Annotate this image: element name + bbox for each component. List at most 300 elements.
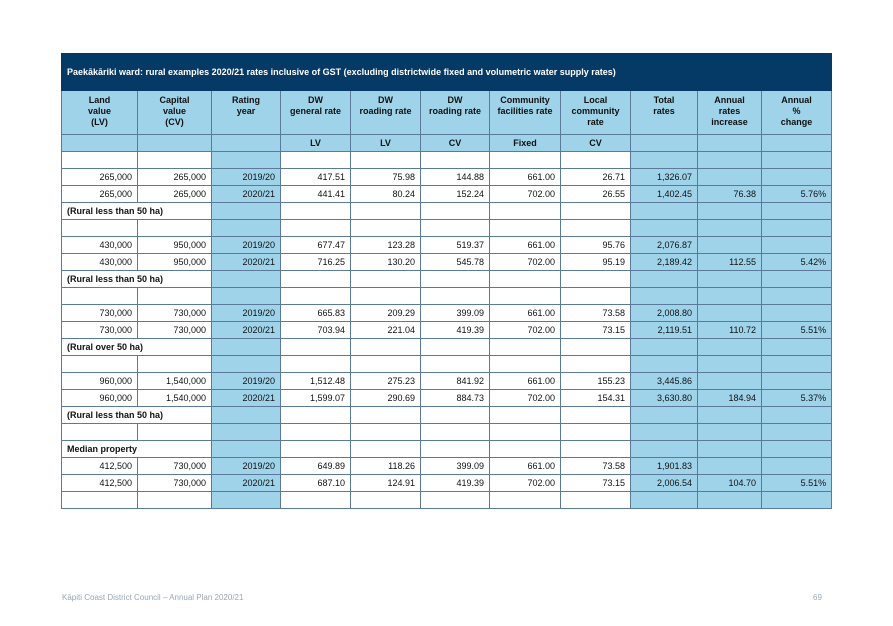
basis-label	[631, 135, 698, 152]
empty-cell	[421, 492, 490, 509]
page-number: 69	[813, 593, 822, 602]
empty-cell	[351, 492, 421, 509]
table-cell: 5.76%	[762, 186, 832, 203]
table-cell: 123.28	[351, 237, 421, 254]
empty-cell	[762, 407, 832, 424]
empty-cell	[631, 424, 698, 441]
subheader-row	[62, 135, 832, 152]
table-cell: 104.70	[698, 475, 762, 492]
table-cell: 730,000	[138, 475, 212, 492]
table-cell: 702.00	[490, 475, 561, 492]
table-row	[62, 373, 832, 390]
table-cell: 419.39	[421, 322, 490, 339]
table-cell	[698, 237, 762, 254]
table-row	[62, 458, 832, 475]
table-cell: 950,000	[138, 237, 212, 254]
table-cell: 730,000	[138, 458, 212, 475]
table-cell: 702.00	[490, 254, 561, 271]
empty-cell	[698, 407, 762, 424]
empty-cell	[490, 203, 561, 220]
column-header	[212, 91, 281, 135]
empty-cell	[421, 441, 490, 458]
empty-cell	[698, 220, 762, 237]
empty-cell	[421, 356, 490, 373]
property-category-label: (Rural less than 50 ha)	[62, 203, 212, 220]
empty-cell	[212, 356, 281, 373]
property-category-label: Median property	[62, 441, 212, 458]
table-title: Paekākāriki ward: rural examples 2020/21 rates inclusive of GST (excluding districtwide fixed and volumetric water supply rates)	[62, 54, 832, 91]
table-cell: 3,445.86	[631, 373, 698, 390]
table-cell: 1,402.45	[631, 186, 698, 203]
empty-cell	[421, 339, 490, 356]
column-header-line: year	[236, 106, 256, 116]
section-label-row	[62, 441, 832, 458]
column-header-line: %	[792, 106, 801, 116]
empty-cell	[138, 220, 212, 237]
empty-cell	[490, 441, 561, 458]
empty-cell	[698, 152, 762, 169]
empty-cell	[762, 288, 832, 305]
empty-cell	[421, 220, 490, 237]
empty-cell	[490, 407, 561, 424]
empty-cell	[351, 424, 421, 441]
header-row	[62, 91, 832, 135]
empty-cell	[561, 356, 631, 373]
table-cell: 80.24	[351, 186, 421, 203]
basis-label	[762, 135, 832, 152]
table-cell	[762, 373, 832, 390]
empty-cell	[212, 492, 281, 509]
empty-cell	[762, 271, 832, 288]
table-cell: 73.15	[561, 475, 631, 492]
empty-cell	[212, 424, 281, 441]
table-cell: 884.73	[421, 390, 490, 407]
basis-label: LV	[281, 135, 351, 152]
table-cell: 73.15	[561, 322, 631, 339]
rates-table	[61, 53, 832, 509]
table-cell: 661.00	[490, 237, 561, 254]
empty-cell	[281, 424, 351, 441]
blank-row	[62, 288, 832, 305]
empty-cell	[62, 288, 138, 305]
table-cell: 3,630.80	[631, 390, 698, 407]
table-cell: 26.71	[561, 169, 631, 186]
empty-cell	[490, 492, 561, 509]
table-cell: 412,500	[62, 475, 138, 492]
table-row	[62, 390, 832, 407]
basis-label	[62, 135, 138, 152]
table-cell: 26.55	[561, 186, 631, 203]
table-cell: 730,000	[62, 322, 138, 339]
table-cell: 2019/20	[212, 169, 281, 186]
empty-cell	[212, 339, 281, 356]
table-cell: 2,189.42	[631, 254, 698, 271]
column-header	[561, 91, 631, 135]
table-cell	[762, 458, 832, 475]
table-row	[62, 169, 832, 186]
table-row	[62, 322, 832, 339]
table-cell: 661.00	[490, 305, 561, 322]
table-cell: 118.26	[351, 458, 421, 475]
empty-cell	[351, 339, 421, 356]
table-cell: 2019/20	[212, 237, 281, 254]
table-cell: 95.19	[561, 254, 631, 271]
table-cell	[698, 458, 762, 475]
table-cell: 5.37%	[762, 390, 832, 407]
empty-cell	[762, 339, 832, 356]
table-cell: 5.51%	[762, 475, 832, 492]
table-cell: 730,000	[138, 305, 212, 322]
column-header-line: Annual	[781, 95, 812, 105]
empty-cell	[351, 407, 421, 424]
table-cell: 661.00	[490, 373, 561, 390]
empty-cell	[421, 288, 490, 305]
table-cell: 441.41	[281, 186, 351, 203]
table-cell: 2,008.80	[631, 305, 698, 322]
empty-cell	[281, 203, 351, 220]
table-cell: 130.20	[351, 254, 421, 271]
column-header-line: change	[780, 117, 813, 127]
basis-label	[212, 135, 281, 152]
empty-cell	[212, 220, 281, 237]
empty-cell	[762, 492, 832, 509]
table-cell: 519.37	[421, 237, 490, 254]
basis-label: Fixed	[490, 135, 561, 152]
column-header-line: Local	[583, 95, 608, 105]
column-header-line: roading rate	[428, 106, 481, 116]
empty-cell	[631, 441, 698, 458]
empty-cell	[762, 424, 832, 441]
column-header-line: (LV)	[91, 117, 108, 127]
property-category-label: (Rural less than 50 ha)	[62, 271, 212, 288]
empty-cell	[212, 288, 281, 305]
table-cell: 2019/20	[212, 305, 281, 322]
table-cell: 730,000	[138, 322, 212, 339]
table-cell	[698, 373, 762, 390]
empty-cell	[631, 203, 698, 220]
table-cell: 399.09	[421, 305, 490, 322]
basis-label: LV	[351, 135, 421, 152]
property-category-label: (Rural less than 50 ha)	[62, 407, 212, 424]
empty-cell	[351, 203, 421, 220]
empty-cell	[698, 356, 762, 373]
empty-cell	[698, 492, 762, 509]
empty-cell	[281, 288, 351, 305]
empty-cell	[281, 271, 351, 288]
table-cell: 221.04	[351, 322, 421, 339]
table-row	[62, 475, 832, 492]
empty-cell	[351, 356, 421, 373]
table-cell: 5.51%	[762, 322, 832, 339]
table-cell: 687.10	[281, 475, 351, 492]
table-cell: 155.23	[561, 373, 631, 390]
empty-cell	[138, 492, 212, 509]
table-cell	[698, 305, 762, 322]
empty-cell	[762, 152, 832, 169]
empty-cell	[351, 441, 421, 458]
empty-cell	[631, 407, 698, 424]
rates-table-container	[61, 53, 831, 509]
column-header	[698, 91, 762, 135]
table-row	[62, 254, 832, 271]
empty-cell	[138, 424, 212, 441]
column-header	[281, 91, 351, 135]
empty-cell	[62, 152, 138, 169]
table-cell: 841.92	[421, 373, 490, 390]
empty-cell	[212, 152, 281, 169]
empty-cell	[561, 271, 631, 288]
empty-cell	[561, 424, 631, 441]
table-cell: 290.69	[351, 390, 421, 407]
empty-cell	[138, 356, 212, 373]
table-cell: 2,119.51	[631, 322, 698, 339]
column-header-line: DW	[308, 95, 323, 105]
table-cell	[762, 169, 832, 186]
section-label-row	[62, 407, 832, 424]
column-header-line: DW	[447, 95, 463, 105]
empty-cell	[762, 220, 832, 237]
section-label-row	[62, 203, 832, 220]
empty-cell	[561, 288, 631, 305]
table-cell: 702.00	[490, 322, 561, 339]
column-header-line: value	[162, 106, 186, 116]
column-header	[631, 91, 698, 135]
table-cell: 184.94	[698, 390, 762, 407]
table-cell: 1,540,000	[138, 390, 212, 407]
empty-cell	[561, 407, 631, 424]
empty-cell	[62, 356, 138, 373]
empty-cell	[698, 424, 762, 441]
table-cell: 716.25	[281, 254, 351, 271]
empty-cell	[698, 203, 762, 220]
column-header-line: rates	[653, 106, 675, 116]
column-header-line: community	[571, 106, 620, 116]
table-cell: 73.58	[561, 458, 631, 475]
empty-cell	[631, 492, 698, 509]
table-cell: 1,540,000	[138, 373, 212, 390]
table-cell: 209.29	[351, 305, 421, 322]
column-header	[62, 91, 138, 135]
table-cell: 1,512.48	[281, 373, 351, 390]
empty-cell	[698, 271, 762, 288]
table-cell: 661.00	[490, 169, 561, 186]
table-cell	[762, 237, 832, 254]
column-header	[138, 91, 212, 135]
table-cell: 76.38	[698, 186, 762, 203]
column-header-line: Annual rates	[714, 95, 745, 116]
empty-cell	[561, 492, 631, 509]
table-cell: 730,000	[62, 305, 138, 322]
column-header-line: value	[87, 106, 111, 116]
column-header-line: Capital	[159, 95, 190, 105]
column-header-line: roading rate	[359, 106, 412, 116]
empty-cell	[281, 407, 351, 424]
empty-cell	[351, 220, 421, 237]
empty-cell	[351, 271, 421, 288]
empty-cell	[421, 203, 490, 220]
table-cell: 112.55	[698, 254, 762, 271]
table-cell: 419.39	[421, 475, 490, 492]
table-cell: 702.00	[490, 390, 561, 407]
footer-title: Kāpiti Coast District Council – Annual Plan 2020/21	[62, 593, 244, 602]
empty-cell	[62, 492, 138, 509]
table-cell: 545.78	[421, 254, 490, 271]
table-cell: 2,006.54	[631, 475, 698, 492]
empty-cell	[490, 220, 561, 237]
empty-cell	[631, 271, 698, 288]
table-cell: 412,500	[62, 458, 138, 475]
column-header-line: Community	[500, 95, 550, 105]
column-header-line: increase	[711, 117, 748, 127]
table-cell: 649.89	[281, 458, 351, 475]
column-header-line: rate	[587, 117, 604, 127]
empty-cell	[561, 441, 631, 458]
table-cell: 2020/21	[212, 186, 281, 203]
empty-cell	[421, 407, 490, 424]
empty-cell	[62, 424, 138, 441]
table-cell: 1,326.07	[631, 169, 698, 186]
table-cell: 110.72	[698, 322, 762, 339]
empty-cell	[762, 356, 832, 373]
empty-cell	[281, 339, 351, 356]
empty-cell	[421, 152, 490, 169]
table-cell: 275.23	[351, 373, 421, 390]
table-cell: 2020/21	[212, 390, 281, 407]
empty-cell	[281, 152, 351, 169]
table-cell	[762, 305, 832, 322]
blank-row	[62, 152, 832, 169]
table-title-row	[62, 54, 832, 91]
empty-cell	[62, 220, 138, 237]
table-row	[62, 186, 832, 203]
basis-label	[138, 135, 212, 152]
table-cell: 665.83	[281, 305, 351, 322]
blank-row	[62, 220, 832, 237]
table-cell: 144.88	[421, 169, 490, 186]
property-category-label: (Rural over 50 ha)	[62, 339, 212, 356]
empty-cell	[212, 441, 281, 458]
table-cell: 2020/21	[212, 475, 281, 492]
empty-cell	[281, 356, 351, 373]
table-cell: 950,000	[138, 254, 212, 271]
empty-cell	[698, 288, 762, 305]
table-cell: 399.09	[421, 458, 490, 475]
empty-cell	[490, 271, 561, 288]
section-label-row	[62, 339, 832, 356]
empty-cell	[281, 220, 351, 237]
table-cell: 73.58	[561, 305, 631, 322]
empty-cell	[631, 152, 698, 169]
table-cell: 265,000	[62, 186, 138, 203]
table-cell: 2019/20	[212, 458, 281, 475]
table-cell: 960,000	[62, 373, 138, 390]
table-cell: 265,000	[62, 169, 138, 186]
table-cell: 265,000	[138, 169, 212, 186]
empty-cell	[490, 152, 561, 169]
empty-cell	[421, 424, 490, 441]
table-cell: 265,000	[138, 186, 212, 203]
column-header-line: (CV)	[165, 117, 184, 127]
table-cell: 1,599.07	[281, 390, 351, 407]
table-cell: 5.42%	[762, 254, 832, 271]
table-cell: 702.00	[490, 186, 561, 203]
blank-row	[62, 424, 832, 441]
empty-cell	[762, 441, 832, 458]
table-cell: 2020/21	[212, 322, 281, 339]
table-cell: 95.76	[561, 237, 631, 254]
table-row	[62, 237, 832, 254]
column-header	[351, 91, 421, 135]
table-cell: 703.94	[281, 322, 351, 339]
table-cell: 124.91	[351, 475, 421, 492]
table-cell: 677.47	[281, 237, 351, 254]
empty-cell	[421, 271, 490, 288]
empty-cell	[762, 203, 832, 220]
table-cell: 154.31	[561, 390, 631, 407]
column-header-line: DW	[378, 95, 393, 105]
empty-cell	[490, 288, 561, 305]
column-header-line: facilities rate	[497, 106, 553, 116]
table-cell: 417.51	[281, 169, 351, 186]
column-header-line: Total	[653, 95, 675, 105]
column-header-line: Rating	[232, 95, 260, 105]
empty-cell	[212, 271, 281, 288]
empty-cell	[138, 288, 212, 305]
column-header	[490, 91, 561, 135]
empty-cell	[490, 424, 561, 441]
empty-cell	[631, 220, 698, 237]
column-header	[421, 91, 490, 135]
empty-cell	[698, 441, 762, 458]
empty-cell	[281, 492, 351, 509]
table-cell: 430,000	[62, 237, 138, 254]
empty-cell	[212, 407, 281, 424]
empty-cell	[490, 339, 561, 356]
empty-cell	[698, 339, 762, 356]
empty-cell	[490, 356, 561, 373]
table-cell: 1,901.83	[631, 458, 698, 475]
table-cell: 2019/20	[212, 373, 281, 390]
table-cell: 430,000	[62, 254, 138, 271]
empty-cell	[561, 339, 631, 356]
table-cell: 2,076.87	[631, 237, 698, 254]
empty-cell	[351, 152, 421, 169]
column-header-line: Land	[88, 95, 111, 105]
empty-cell	[561, 152, 631, 169]
column-header	[762, 91, 832, 135]
table-cell: 75.98	[351, 169, 421, 186]
empty-cell	[631, 356, 698, 373]
table-cell: 152.24	[421, 186, 490, 203]
table-cell: 661.00	[490, 458, 561, 475]
basis-label: CV	[561, 135, 631, 152]
table-cell	[698, 169, 762, 186]
empty-cell	[351, 288, 421, 305]
table-row	[62, 305, 832, 322]
empty-cell	[631, 288, 698, 305]
empty-cell	[561, 203, 631, 220]
empty-cell	[212, 203, 281, 220]
table-body	[62, 54, 832, 509]
blank-row	[62, 492, 832, 509]
empty-cell	[281, 441, 351, 458]
section-label-row	[62, 271, 832, 288]
empty-cell	[631, 339, 698, 356]
basis-label	[698, 135, 762, 152]
empty-cell	[138, 152, 212, 169]
column-header-line: general rate	[289, 106, 342, 116]
table-cell: 960,000	[62, 390, 138, 407]
